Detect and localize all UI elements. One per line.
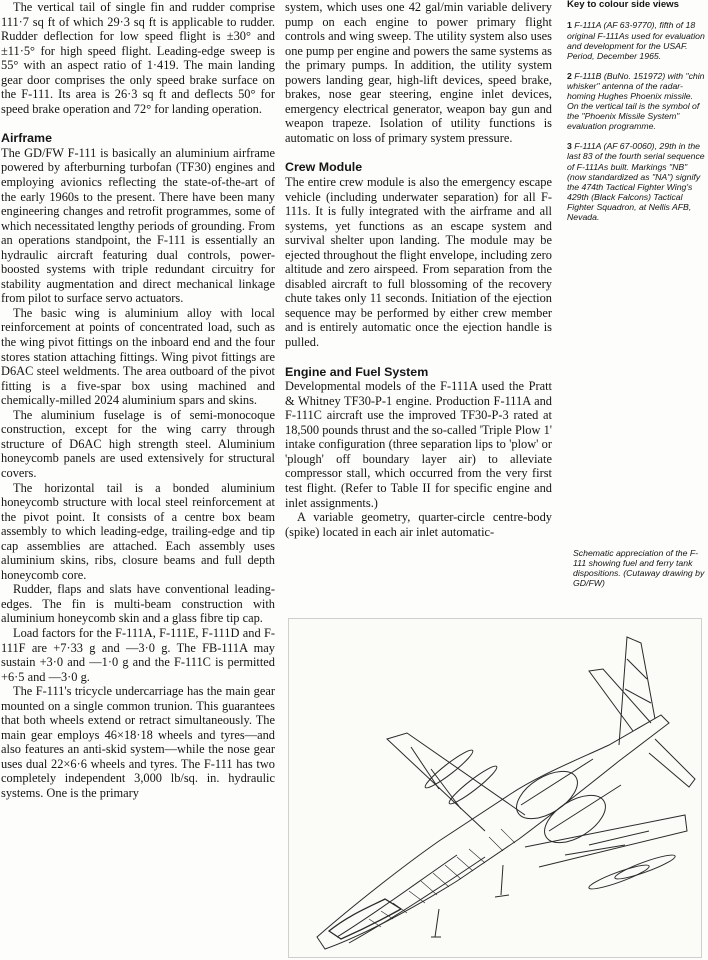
fuselage-outline (317, 715, 669, 949)
key-text-1: F-111A (AF 63-9770), fifth of 18 original F-111As used for evaluation and development for the USAF. Period, December 1965. (567, 20, 705, 61)
paragraph-horizontal-tail: The horizontal tail is a bonded aluminium honeycomb structure with local steel reinforcement at the pivot point. It consists of a centre box beam assembly to which leading-edge, trailing-edge and tip cap assemblies are attached. Each assembly uses aluminium skins, ribs, closure beams and full depth honeycomb core. (1, 480, 275, 582)
text-column-middle (285, 0, 552, 539)
horizontal-tail-right (649, 739, 695, 787)
paragraph-fuselage: The aluminium fuselage is of semi-monocoque construction, except for the wing carry through structure of D6AC high strength steel. Aluminium honeycomb panels are used extensively for structural covers. (1, 407, 275, 480)
paragraph-engines: Developmental models of the F-111A used the Pratt & Whitney TF30-P-1 engine. Production F-111A and F-111C aircraft use the improved TF30-P-3 rated at 18,500 pounds thrust and the so-called 'Triple Plow 1' intake configuration (three separation lips to 'plow' or 'plough' off boundary layer air) to alleviate compressor stall, which occurred from the very first test flight. (Refer to Table II for specific engine and inlet assignments.) (285, 379, 552, 510)
heading-airframe: Airframe (1, 131, 52, 146)
ferry-tanks (422, 747, 676, 893)
cutaway-drawing (288, 618, 702, 958)
paragraph-airframe-intro: The GD/FW F-111 is basically an aluminium airframe powered by afterburning turbofan (TF30) engines and employing avionics reflecting the state-of-the-art of the early 1960s to the present. There have been many engineering changes and retrofit programmes, some of which necessitated lengthy periods of grounding. From an operations standpoint, the F-111 is essentially an hydraulic aircraft featuring dual controls, power-boosted systems with triple redundant circuitry for stability augmentation and direct mechanical linkage from pilot to surface servo actuators. (1, 145, 275, 306)
landing-gear (431, 865, 509, 937)
left-wing (387, 733, 525, 831)
key-caption-2 (567, 71, 705, 132)
paragraph-wing: The basic wing is aluminium alloy with local reinforcement at points of concentrated load, such as the wing pivot fittings on the inboard end and the four stores station attaching fittings. Wing pivot fittings are D6AC steel weldments. The area outboard of the pivot fitting is a five-spar box using machined and chemically-milled 2024 aluminium spars and skins. (1, 305, 275, 408)
heading-crew-module: Crew Module (285, 160, 363, 175)
horizontal-tail-left (589, 669, 651, 731)
paragraph-crew-module: The entire crew module is also the emergency escape vehicle (including underwater separation) for all F-111s. It is fully integrated with the airframe and all systems, yet functions as an escape system and survival shelter upon landing. The module may be ejected throughout the flight envelope, including zero altitude and zero airspeed. From separation from the disabled aircraft to full blossoming of the recovery chute takes only 11 seconds. Initiation of the ejection sequence may be performed by either crew member and is entirely automatic once the ejection handle is pulled. (285, 175, 552, 350)
paragraph-load-factors: Load factors for the F-111A, F-111E, F-111D and F-111F are +7·33 g and —3·0 g. The FB-111A may sustain +3·0 and —1·0 g and the F-111C is permitted +6·5 and —3·0 g. (1, 625, 275, 684)
key-number-2: 2 (567, 70, 572, 81)
text-column-left (1, 0, 275, 801)
key-number-3: 3 (567, 141, 572, 152)
paragraph-hydraulics: system, which uses one 42 gal/min variable delivery pump on each engine to power primary flight controls and wing sweep. The utility system also uses one pump per engine and powers the same systems as the primary pumps. In addition, the utility system powers landing gear, high-lift devices, speed brake, brakes, nose gear steering, engine inlet devices, emergency electrical generator, weapon bay gun and weapon trapeze. Isolation of utility functions is automatic on loss of primary system pressure. (285, 0, 552, 145)
key-caption-3 (567, 141, 705, 222)
heading-engine-fuel: Engine and Fuel System (285, 364, 429, 379)
figure-caption: Schematic appreciation of the F-111 showing fuel and ferry tank dispositions. (Cutaway drawing by GD/FW) (573, 548, 705, 589)
paragraph-vertical-tail: The vertical tail of single fin and rudder comprise 111·7 sq ft of which 29·3 sq ft is applicable to rudder. Rudder deflection for low speed flight is ±30° and ±11·5° for high speed flight. Leading-edge sweep is 55° with an aspect ratio of 1·419. The main landing gear door comprises the only speed brake surface on the F-111. Its area is 26·3 sq ft and deflects 50° for speed brake operation and 72° for landing operation. (1, 0, 275, 116)
colour-key-sidebar (567, 0, 705, 222)
key-caption-1 (567, 20, 705, 60)
key-title: Key to colour side views (567, 0, 679, 10)
paragraph-rudder-flaps: Rudder, flaps and slats have conventional leading-edges. The fin is multi-beam construction with aluminium honeycomb skin and a glass fibre tip cap. (1, 582, 275, 626)
paragraph-inlet-spike: A variable geometry, quarter-circle centre-body (spike) located in each air inlet automatic- (285, 510, 552, 539)
key-number-1: 1 (567, 20, 572, 31)
paragraph-undercarriage: The F-111's tricycle undercarriage has the main gear mounted on a single common trunion. This guarantees that both wheels extend or retract simultaneously. The main gear employs 46×18·18 wheels and tyres—and also features an anti-skid system—while the nose gear uses dual 22×6·6 wheels and tyres. The F-111 has two completely independent 3,000 lb/sq. in. hydraulic systems. One is the primary (1, 684, 275, 800)
key-text-2: F-111B (BuNo. 151972) with "chin whisker" antenna of the radar-homing Hughes Phoenix missile. On the vertical tail is the symbol of the "Phoenix Missile System" evaluation programme. (567, 70, 705, 132)
cutaway-aircraft-illustration (289, 619, 701, 957)
key-text-3: F-111A (AF 67-0060), 29th in the last 83 of the fourth serial sequence of F-111As built. Markings "NB" (now standardized as "NA") signify the 474th Tactical Fighter Wing's 429th (Black Falcons) Tactical Fighter Squadron, at Nellis AFB, Nevada. (567, 141, 705, 222)
